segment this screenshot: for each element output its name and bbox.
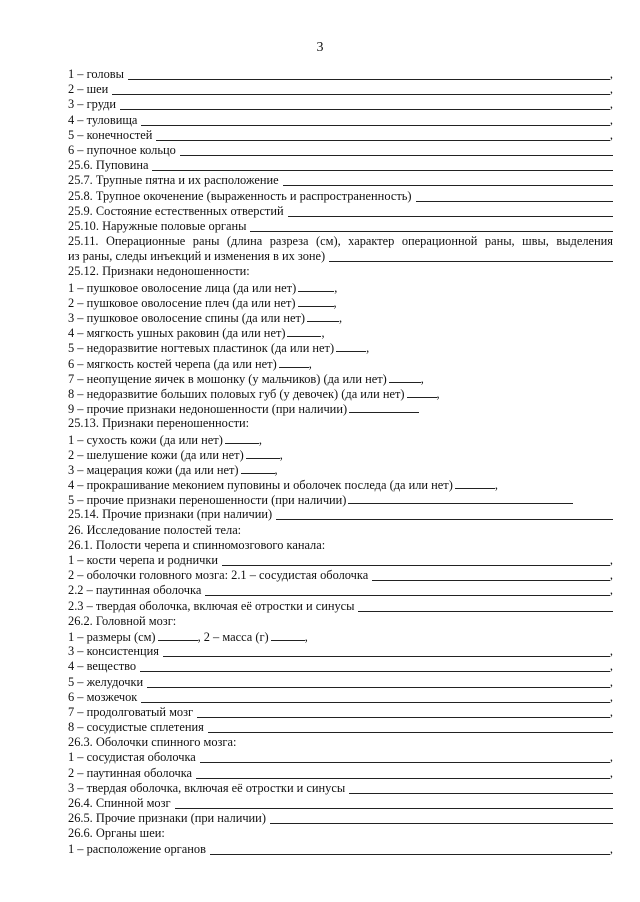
- line-label: 25.8. Трупное окоченение (выраженность и распространенность): [68, 188, 412, 203]
- line-label: 8 – недоразвитие больших половых губ (у девочек) (да или нет): [68, 386, 405, 401]
- blank-field[interactable]: [210, 843, 610, 855]
- line-end-mark: ,: [609, 82, 613, 97]
- line-label: 5 – желудочки: [68, 674, 144, 689]
- form-line: [68, 659, 613, 674]
- line-end-mark: ,: [609, 644, 613, 659]
- blank-field[interactable]: [196, 767, 610, 779]
- blank-field[interactable]: [283, 174, 613, 186]
- line-label: 2 – шеи: [68, 82, 109, 97]
- page-number: 3: [316, 40, 324, 55]
- form-line: [68, 507, 613, 522]
- blank-field[interactable]: [348, 492, 573, 504]
- blank-field[interactable]: [455, 477, 495, 489]
- form-line: [68, 690, 613, 705]
- line-label: 6 – мозжечок: [68, 689, 138, 704]
- form-line: [68, 432, 613, 447]
- form-line: [68, 295, 613, 310]
- line-label: 25.10. Наружные половые органы: [68, 218, 247, 233]
- form-line: [68, 583, 613, 598]
- line-label: 5 – конечностей: [68, 127, 153, 142]
- line-label: 2.2 – паутинная оболочка: [68, 583, 202, 598]
- blank-field[interactable]: [307, 310, 339, 322]
- blank-field[interactable]: [225, 432, 259, 444]
- blank-field[interactable]: [200, 751, 610, 763]
- blank-field[interactable]: [147, 676, 610, 688]
- line-end-mark: ,: [609, 67, 613, 81]
- form-line: [68, 204, 613, 219]
- form-content: [68, 67, 613, 857]
- form-line: [68, 477, 613, 492]
- line-label: 1 – головы: [68, 67, 124, 81]
- line-label: 6 – мягкость костей черепа (да или нет): [68, 356, 277, 371]
- blank-field[interactable]: [288, 205, 613, 217]
- line-label: 2 – пушковое оволосение плеч (да или нет): [68, 295, 296, 310]
- line-end-mark: ,: [609, 841, 613, 856]
- form-line: [68, 811, 613, 826]
- form-line: [68, 720, 613, 735]
- line-end-mark: ,: [609, 127, 613, 142]
- line-label: 3 – груди: [68, 97, 117, 112]
- blank-field[interactable]: [222, 554, 610, 566]
- blank-field[interactable]: [158, 629, 198, 641]
- line-label: 26.5. Прочие признаки (при наличии): [68, 811, 266, 826]
- form-line: [68, 675, 613, 690]
- form-line: [68, 842, 613, 857]
- line-label: 7 – продолговатый мозг: [68, 704, 194, 719]
- form-line: [68, 82, 613, 97]
- line-label: 25.6. Пуповина: [68, 158, 149, 173]
- form-line: [68, 371, 613, 386]
- form-line: [68, 189, 613, 204]
- blank-field[interactable]: [298, 280, 334, 292]
- line-label: 25.13. Признаки переношенности:: [68, 416, 250, 431]
- blank-field[interactable]: [208, 721, 613, 733]
- line-label: 3 – консистенция: [68, 644, 159, 659]
- line-label: 3 – пушковое оволосение спины (да или нет): [68, 311, 305, 325]
- line-label: 1 – расположение органов: [68, 841, 206, 856]
- line-end-mark: ,: [609, 689, 613, 704]
- line-end-mark: ,: [609, 112, 613, 127]
- line-label: 1 – кости черепа и роднички: [68, 553, 218, 567]
- form-line: [68, 538, 613, 553]
- line-label: 26.1. Полости черепа и спинномозгового канала:: [68, 537, 326, 552]
- line-label: 3 – твердая оболочка, включая её отростки и синусы: [68, 780, 346, 795]
- line-label: 1 – пушковое оволосение лица (да или нет): [68, 280, 297, 295]
- form-line: [68, 735, 613, 750]
- line-label: 9 – прочие признаки недоношенности (при наличии): [68, 402, 348, 417]
- line-label: , 2 – масса (г): [197, 629, 269, 644]
- blank-field[interactable]: [156, 129, 609, 141]
- blank-field[interactable]: [120, 98, 610, 110]
- line-text: 25.11. Операционные раны (длина разреза (см), характер операционной раны, швы, выделения: [68, 234, 613, 249]
- form-line: [68, 340, 613, 355]
- line-end-mark: ,: [609, 553, 613, 567]
- line-end-mark: ,: [339, 311, 343, 325]
- blank-field[interactable]: [112, 83, 610, 95]
- blank-field[interactable]: [407, 386, 437, 398]
- line-end-mark: ,: [609, 704, 613, 719]
- line-end-mark: ,: [609, 765, 613, 780]
- form-line: [68, 750, 613, 765]
- line-label: 25.12. Признаки недоношенности:: [68, 264, 250, 279]
- line-end-mark: ,: [609, 583, 613, 598]
- form-line: [68, 325, 613, 340]
- form-line: [68, 264, 613, 279]
- form-line: [68, 492, 613, 507]
- line-end-mark: ,: [420, 371, 424, 386]
- line-label: 7 – неопущение яичек в мошонку (у мальчиков) (да или нет): [68, 371, 387, 386]
- blank-field[interactable]: [287, 325, 321, 337]
- line-label: 5 – прочие признаки переношенности (при наличии): [68, 493, 347, 508]
- form-line: [68, 705, 613, 720]
- line-end-mark: ,: [308, 356, 312, 371]
- blank-field[interactable]: [180, 144, 613, 156]
- line-end-mark: ,: [366, 341, 370, 356]
- line-end-mark: ,: [436, 386, 440, 401]
- line-end-mark: ,: [333, 295, 337, 310]
- blank-field[interactable]: [372, 569, 610, 581]
- blank-field[interactable]: [349, 782, 613, 794]
- blank-field[interactable]: [163, 645, 610, 657]
- form-line: [68, 401, 613, 416]
- blank-field[interactable]: [152, 159, 613, 171]
- blank-field[interactable]: [140, 660, 610, 672]
- form-line: [68, 796, 613, 811]
- form-line: [68, 280, 613, 295]
- blank-field[interactable]: [141, 691, 610, 703]
- blank-field[interactable]: [349, 401, 419, 413]
- blank-field[interactable]: [389, 371, 421, 383]
- form-line: [68, 113, 613, 128]
- blank-field[interactable]: [329, 250, 613, 262]
- line-label: 2 – шелушение кожи (да или нет): [68, 447, 244, 462]
- line-label: 26.2. Головной мозг:: [68, 613, 177, 628]
- line-end-mark: ,: [609, 97, 613, 112]
- line-end-mark: ,: [609, 568, 613, 583]
- line-label: 2 – паутинная оболочка: [68, 765, 193, 780]
- blank-field[interactable]: [197, 706, 610, 718]
- line-label: 5 – недоразвитие ногтевых пластинок (да или нет): [68, 341, 335, 356]
- form-line: [68, 67, 613, 82]
- line-label: 1 – сухость кожи (да или нет): [68, 432, 223, 447]
- line-label: 1 – сосудистая оболочка: [68, 750, 196, 765]
- form-line: [68, 386, 613, 401]
- line-label: 2.3 – твердая оболочка, включая её отростки и синусы: [68, 598, 355, 613]
- blank-field[interactable]: [336, 340, 366, 352]
- line-label: 8 – сосудистые сплетения: [68, 720, 204, 735]
- form-line: [68, 781, 613, 796]
- line-label: 4 – мягкость ушных раковин (да или нет): [68, 326, 286, 341]
- blank-field[interactable]: [279, 356, 309, 368]
- blank-field[interactable]: [276, 508, 613, 520]
- line-end-mark: ,: [321, 326, 325, 341]
- blank-field[interactable]: [128, 68, 610, 80]
- line-end-mark: ,: [279, 447, 283, 462]
- blank-field[interactable]: [271, 629, 305, 641]
- line-label: из раны, следы инъекций и изменения в их зоне): [68, 249, 326, 264]
- line-end-mark: ,: [334, 280, 338, 295]
- line-label: 25.9. Состояние естественных отверстий: [68, 203, 284, 218]
- form-line: [68, 97, 613, 112]
- line-label: 26.6. Органы шеи:: [68, 826, 165, 841]
- form-line: [68, 447, 613, 462]
- blank-field[interactable]: [298, 295, 334, 307]
- line-end-mark: ,: [258, 432, 262, 447]
- blank-field[interactable]: [241, 462, 275, 474]
- blank-field[interactable]: [175, 797, 613, 809]
- blank-field[interactable]: [141, 114, 610, 126]
- form-line: [68, 158, 613, 173]
- form-line: [68, 234, 613, 249]
- blank-field[interactable]: [250, 220, 613, 232]
- form-line: [68, 826, 613, 841]
- form-line: [68, 462, 613, 477]
- blank-field[interactable]: [205, 584, 610, 596]
- line-end-mark: ,: [494, 478, 498, 493]
- line-label: 2 – оболочки головного мозга: 2.1 – сосудистая оболочка: [68, 568, 369, 583]
- form-line: [68, 249, 613, 264]
- form-line: [68, 416, 613, 431]
- form-line: [68, 128, 613, 143]
- form-line: [68, 219, 613, 234]
- blank-field[interactable]: [270, 812, 613, 824]
- line-end-mark: ,: [609, 750, 613, 765]
- blank-field[interactable]: [246, 447, 280, 459]
- line-label: 26.3. Оболочки спинного мозга:: [68, 735, 237, 750]
- form-line: [68, 143, 613, 158]
- line-label: 4 – туловища: [68, 112, 138, 127]
- form-line: [68, 644, 613, 659]
- form-line: [68, 766, 613, 781]
- form-line: [68, 310, 613, 325]
- form-line: [68, 356, 613, 371]
- blank-field[interactable]: [416, 190, 613, 202]
- line-label: 25.7. Трупные пятна и их расположение: [68, 173, 279, 188]
- line-label: 25.14. Прочие признаки (при наличии): [68, 507, 273, 522]
- line-label: 4 – прокрашивание меконием пуповины и оболочек последа (да или нет): [68, 478, 453, 493]
- line-label: 6 – пупочное кольцо: [68, 142, 176, 157]
- form-line: [68, 568, 613, 583]
- line-end-mark: ,: [609, 659, 613, 674]
- form-line: [68, 173, 613, 188]
- line-label: 26.4. Спинной мозг: [68, 796, 171, 810]
- line-label: 1 – размеры (см): [68, 629, 156, 644]
- blank-field[interactable]: [358, 600, 613, 612]
- line-label: 3 – мацерация кожи (да или нет): [68, 462, 239, 477]
- line-label: 4 – вещество: [68, 659, 137, 674]
- line-end-mark: ,: [274, 462, 278, 477]
- form-line: [68, 553, 613, 568]
- form-line: [68, 614, 613, 629]
- line-label: 26. Исследование полостей тела:: [68, 522, 242, 537]
- line-end-mark: ,: [304, 629, 308, 644]
- form-line: [68, 629, 613, 644]
- form-line: [68, 523, 613, 538]
- line-end-mark: ,: [609, 674, 613, 689]
- form-line: [68, 599, 613, 614]
